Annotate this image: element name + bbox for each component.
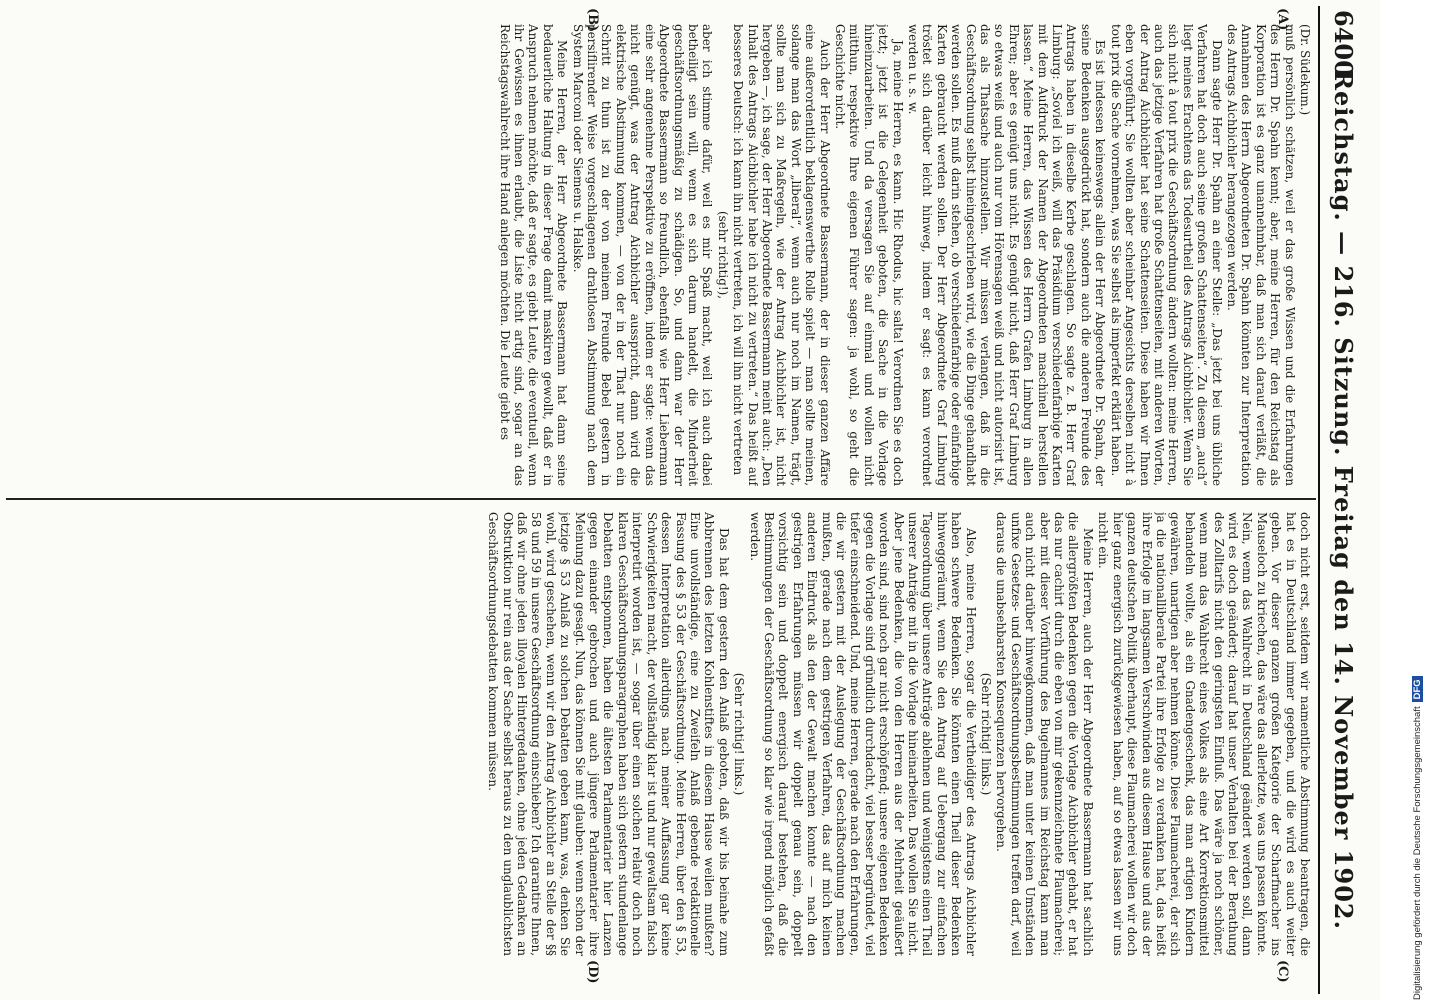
left-column-paragraph: muß persönlich schätzen, weil er das große Wissen und die Erfahrungen des Herrn Dr. Spahn kennt; aber, meine Herren, für den Reichstag als Korporation ist es ganz unannehmbar, daß man sich darauf verläßt, die Annahmen des Herrn Abgeordneten Dr. Spahn könnten zur Interpretation des Antrags Aichbichler herangezogen werden. [1224,24,1297,486]
left-column-paragraph: Auch der Herr Abgeordnete Bassermann, der in dieser ganzen Affäre eine außerordentlich beklagenswerthe Rolle spielt — man sollte meinen, solange man das Wort „liberal“, wenn auch nur noch im Namen, trägt, sollte man sich zu Maßregeln, wie der Antrag Aichbichler ist, nicht hergeben —, ich sage, der Herr Abgeordnete Bassermann meint auch: „Den Inhalt des Antrags Aichbichler habe ich nicht zu vertreten.“ Das heißt auf besseres Deutsch: ich kann ihn nicht vertreten, ich will ihn nicht vertreten [731,24,832,486]
left-column-paragraph: Es ist indessen keineswegs allein der Herr Abgeordnete Dr. Spahn, der seine Bedenken ausgedrückt hat, sondern auch die anderen Freunde des Antrags haben in dieselbe Kerbe geschlagen. So sagte z. B. Herr Graf Limburg: „Soviel ich weiß, will das Präsidium verschiedenfarbige Karten mit dem Aufdruck der Namen der Abgeordneten maschinell herstellen lassen.“ Meine Herren, das Wissen des Herrn Grafen Limburg in allen Ehren; aber es genügt uns nicht. Es genügt nicht, daß Herr Graf Limburg so etwas weiß und auch nur vom Hörensagen weiß und nicht autorisirt ist, das als Thatsache hinzustellen. Wir müssen verlangen, daß in die Geschäftsordnung selbst hineingeschrieben wird, wie die Dinge gehandhabt werden sollen. Es muß darin stehen, ob verschiedenfarbige oder einfarbige Karten gebraucht werden sollen. Der Herr Abgeordnete Graf Limburg tröstet sich darüber leicht hinweg, indem er sagt: es kann verordnet werden u. s. w. [906,24,1108,486]
right-column-paragraph: (Sehr richtig! links.) [732,672,747,796]
margin-marker-c: (C) [1275,960,1290,983]
credit-text: Digitalisierung gefördert durch die Deutsche Forschungsgemeinschaft [1412,706,1423,1000]
left-column [6,24,1312,486]
margin-marker-d: (D) [585,960,600,984]
left-column-paragraph: (Dr. Südekum.) [1298,24,1312,116]
page-header [1328,6,1358,994]
right-column-paragraph: Meine Herren, auch der Herr Abgeordnete Bassermann hat sachlich die allergrößten Bedenken gegen die Vorlage Aichbichler gehabt, er hat das nur cachirt durch die eben von mir gekennzeichnete Flaumacherei; aber mit dieser Vorführung des Bugelmannes im Reichstag kann man auch nicht darüber hinwegkommen, daß man unter keinen Umständen unfixe Gesetzes- und Geschäftsordnungsbestimmungen treffen darf, weil daraus die unabsehbarsten Konsequenzen hervorgehen. [994,512,1095,956]
dfg-logo: DFG [1412,676,1423,702]
margin-marker-b: (B) [585,8,600,32]
left-column-paragraph: Ja, meine Herren, es kann. Hic Rhodus, hic salta! Verordnen Sie es doch jetzt; jetzt ist die Gelegenheit geboten, die Sache in die Vorlage hineinzuarbeiten. Und da versagen Sie auf einmal und wollen nicht mitthun, respektive Ihre eigenen Führer sagen: ja wohl, so geht die Geschichte nicht. [833,24,905,486]
header-rule [1318,6,1320,994]
right-column-paragraph: (Sehr richtig! links.) [979,672,994,796]
left-column-paragraph: aber ich stimme dafür, weil es mir Spaß macht, weil ich auch dabei betheiligt sein will, wenn es sich darum handelt, die Minderheit geschäftsordnungsmäßig zu schädigen. So, und dann war der Herr Abgeordnete Bassermann so freundlich, ebenfalls wie Herr Liebermann eine sehr angenehme Perspektive zu eröffnen, indem er sagte: wenn das nicht genügt, was der Antrag Aichbichler ausspricht, dann wird die elektrische Abstimmung kommen, — von der in der That nur noch ein Schritt zu thun ist zu der von meinem Freunde Bebel gestern in persiflirender Weise vorgeschlagenen drahtlosen Abstimmung nach dem System Marconi oder Siemens u. Halske. [570,24,715,486]
page-number: 6400 [1329,10,1358,77]
left-column-paragraph: (sehr richtig!), [715,210,730,300]
right-column [6,512,1312,956]
right-column-paragraph: Das hat dem gestern den Anlaß geboten, daß wir bis beinahe zum Abbrennen des letzten Kohlenstiftes in diesem Hause weilen mußten? Eine unvollständige, eine zu Zweifeln Anlaß gebende redaktionelle Fassung des § 53 der Geschäftsordnung. Meine Herren, über den § 53, dessen Interpretation allerdings nach meiner Auffassung gar keine Schwierigkeiten macht, der vollständig klar ist und nur gewaltsam falsch interpretirt worden ist, — sogar über einen solchen relativ doch noch klaren Geschäftsordnungsparagraphen haben sich gestern stundenlange Debatten entsponnen, haben die ältesten Parlamentarier hier Lanzen gegen einander gebrochen und auch jüngere Parlamentarier ihre Meinung dazu gesagt. Nun, das können Sie mit glauben: wenn schon der jetzige § 53 Anlaß zu solchen Debatten geben kann, was, denken Sie wohl, wird geschehen, wenn wir den Antrag Aichbichler an Stelle der §§ 58 und 59 in unsere Geschäftsordnung einschieben? Ich garantire Ihnen, daß wir ohne jeden illoyalen Hintergedanken, ohne jeden Gedanken an Obstruktion nur rein aus der Sache selbst heraus zu den unglaublichsten Geschäftsordnungsdebatten kommen müssen. [486,512,731,956]
margin-marker-a: (A) [1275,8,1290,31]
right-column-paragraph: Also, meine Herren, sogar die Vertheidiger des Antrags Aichbichler haben schwere Bedenken. Sie könnten einen Theil dieser Bedenken hinweggeräumt, wenn Sie den Antrag auf Uebergang zur einfachen Tagesordnung über unsere Anträge ablehnen und wenigstens einen Theil unserer Anträge mit in die Vorlage hineinarbeiten. Das wollen Sie nicht. Aber jene Bedenken, die von den Herren aus der Mehrheit geäußert worden sind, sind noch gar nicht erschöpfend; unsere eigenen Bedenken gegen die Vorlage sind gründlich durchdacht, viel besser begründet, viel tiefer einschneidend. Und, meine Herren, gerade nach den Erfahrungen, die wir gestern mit der Auslegung der Geschäftsordnung machen mußten, gerade nach dem gestrigen Verfahren, das auf mich keinen anderen Eindruck als den der Gewalt machen konnte — nach den gestrigen Erfahrungen müssen wir doppelt genau sein, doppelt vorsichtig sein und doppelt energisch darauf bestehen, daß die Bestimmungen der Geschäftsordnung so klar wie irgend möglich gefaßt werden. [747,512,978,956]
left-column-paragraph: Dann sagte Herr Dr. Spahn an einer Stelle: „Das jetzt bei uns übliche Verfahren hat doch auch seine großen Schattenseiten“. Zu diesem „auch“ liegt meines Erachtens das Todesurtheil des Antrags Aichbichler. Wenn Sie sich nicht à tout prix die Geschäftsordnung ändern wollten: meine Herren, auch das jetzige Verfahren hat große Schattenseiten, mit anderen Worten, der Antrag Aichbichler hat seine Schattenseiten. Diese haben wir Ihnen eben vorgeführt; Sie wollten aber scheinbar Angesichts derselben nicht à tout prix die Sache vornehmen, was Sie selbst als imperfekt erklärt haben. [1108,24,1224,486]
digitization-credit [1412,676,1423,1000]
right-column-paragraph: doch nicht erst, seitdem wir namentliche Abstimmung beantragen, die hat es in Deutschland immer gegeben, und die wird es auch weiter geben. Vor dieser ganzen großen Kategorie der Scharfmacher ins Mauseloch zu kriechen, das wäre das allerletzte, was uns passen könnte. Nein, wenn das Wahlrecht in Deutschland geändert werden soll, dann wird es doch geändert; darauf hat unser Verhalten bei der Berathung des Zolltarifs nicht den geringsten Einfluß. Das wäre ja noch schöner, wenn man das Wahlrecht eines Volkes als eine Art Korrektionsmittel behandeln wollte, als ein Gnadengeschenk, das man artigen Kindern gewähren, unartigen aber nehmen könne. Diese Flaumacherei, der sich ja die nationalliberale Partei ihre Erfolge zu verdanken hat, das heißt ihre Erfolge im langsamen Verschwinden aus diesem Hause und aus der ganzen deutschen Politik überhaupt, diese Flaumacherei wollen wir doch hier ganz energisch zurückgewiesen haben, auf so etwas lassen wir uns nicht ein. [1096,512,1312,956]
left-column-paragraph: Meine Herren, der Herr Abgeordnete Bassermann hat dann seine bedauerliche Haltung in dieser Frage damit maskiren gewollt, daß er in Anspruch nehmen möchte, daß er sagte, es giebt Leute, die eventuell, wenn ihr Gewissen es ihnen erlaubt, die Liste nicht artig sind, sogar an das Reichstagswahlrecht ihre Hand anlegen möchten. Die Leute giebt es [497,24,570,486]
column-divider [6,498,1316,500]
running-title: Reichstag. — 216. Sitzung. Freitag den 14. November 1902. [1329,70,1358,930]
